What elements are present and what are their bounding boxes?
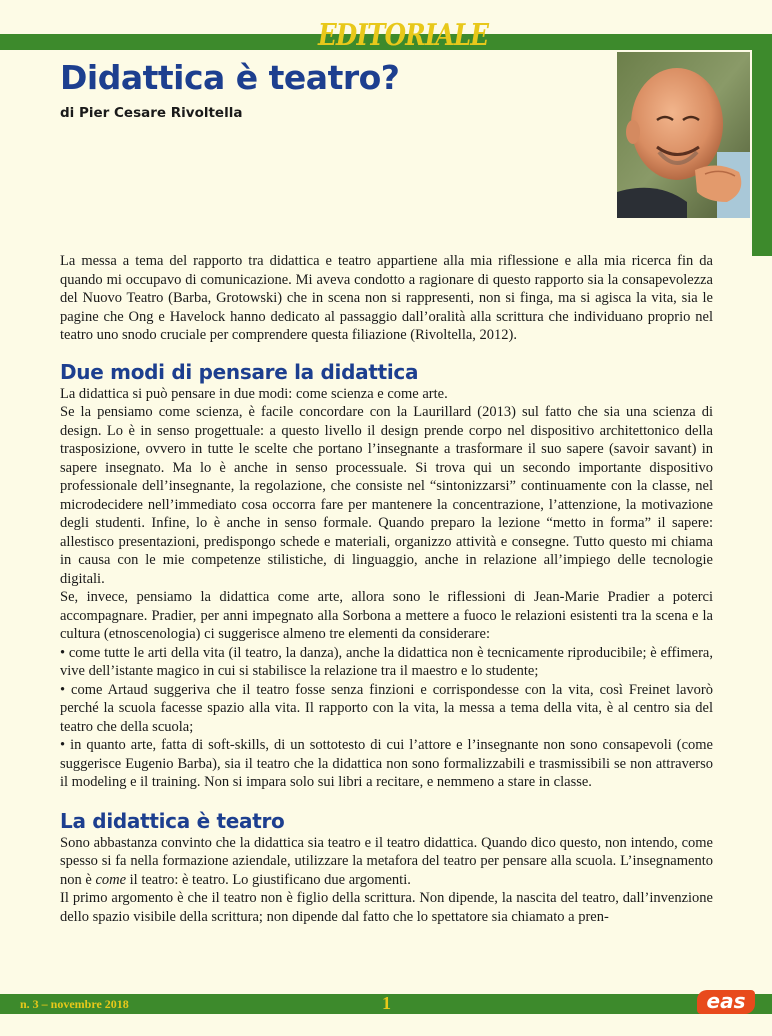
side-band [752, 34, 772, 256]
article-body [60, 252, 713, 926]
paragraph: Se la pensiamo come scienza, è facile concordare con la Laurillard (2013) sul fatto che sia una scienza di design. Lo è in senso progettuale: a questo livello il design prende corpo nel dispositivo architettonico della trasposizione, ovvero in tutte le scelte che portano l’insegnante a trasformare il suo sapere (savoir savant) in sapere insegnato. Ma lo è anche in senso processuale. Si trova qui un secondo importante dispositivo professionale dell’insegnante, la regolazione, che consiste nel “sintonizzarsi” continuamente con la classe, nel microdecidere nell’immediato cosa occorra fare per mantenere la concentrazione, l’attenzione, la motivazione degli studenti. Infine, lo è anche in senso formale. Quando preparo la lezione “metto in forma” il sapere: allestisco presentazioni, predispongo schede e materiali, organizzo attività e consegne. Tutto questo mi chiama in causa con le mie competenze stilistiche, di linguaggio, anche in relazione all’impiego delle tecnologie digitali. [60, 404, 713, 587]
paragraph-text: il teatro: è teatro. Lo giustificano due argomenti. [126, 871, 411, 888]
issue-label: n. 3 – novembre 2018 [20, 997, 129, 1011]
paragraph: La didattica si può pensare in due modi: come scienza e come arte. [60, 385, 448, 402]
section-heading-two-ways: Due modi di pensare la didattica [60, 359, 419, 384]
italic-word: come [95, 871, 127, 888]
author-byline: di Pier Cesare Rivoltella [60, 105, 243, 121]
bullet-item: • come Artaud suggeriva che il teatro fosse senza finzioni e corrispondesse con la vita, così Freinet lavorò perché la scuola facesse spazio alla vita. Il rapporto con la vita, la messa a tema della vita, è al centro sia del teatro che della scuola; [60, 681, 713, 735]
page-number: 1 [382, 993, 391, 1013]
paragraph-text: Sono abbastanza convinto che la didattica sia teatro e il teatro didattica. Quando dico questo, non intendo, come spesso si fa nella formazione aziendale, utilizzare la metafora del teatro per pensare alla scuola. L’insegnamento non è [60, 834, 713, 888]
section-label: EDITORIALE [318, 18, 489, 53]
intro-paragraph: La messa a tema del rapporto tra didattica e teatro appartiene alla mia riflessione e alla mia ricerca fin da quando mi occupavo di comunicazione. Mi aveva condotto a ragionare di questo rapporto sia la consapevolezza del Nuovo Teatro (Barba, Grotowski) che in scena non si rappresenti, non si finga, ma si agisca la vita, sia le pagine che Ong e Havelock hanno dedicato al passaggio dall’oralità alla scrittura che individuano proprio nel teatro uno snodo cruciale per comprendere questa filiazione (Rivoltella, 2012). [60, 253, 713, 343]
bullet-item: • in quanto arte, fatta di soft-skills, di un sottotesto di cui l’attore e l’insegnante non sono consapevoli (come suggerisce Eugenio Barba), sia il teatro che la didattica non sono formalizzabili e trasmissibili se non attraverso il modeling e il training. Non si impara solo sui libri a recitare, e nemmeno a stare in classe. [60, 737, 713, 790]
paragraph: Se, invece, pensiamo la didattica come arte, allora sono le riflessioni di Jean-Marie Pradier a poterci accompagnare. Pradier, per anni impegnato alla Sorbona a mettere a fuoco le relazioni esistenti tra la scena e la cultura (etnoscenologia) ci suggerisce almeno tre elementi da considerare: [60, 589, 713, 642]
bullet-item: • come tutte le arti della vita (il teatro, la danza), anche la didattica non è tecnicamente riproducibile; è effimera, vive dell’istante magico in cui si stabilisce la relazione tra il maestro e lo studente; [60, 644, 713, 679]
article-title: Didattica è teatro? [60, 58, 400, 97]
author-portrait-illustration [617, 52, 750, 218]
paragraph: Il primo argomento è che il teatro non è figlio della scrittura. Non dipende, la nascita del teatro, dall’invenzione dello spazio visibile della scrittura; non dipende dal fatto che lo spettatore sia chiamato a pren- [60, 890, 713, 925]
author-photo [617, 52, 750, 218]
eas-logo: eas [697, 990, 755, 1014]
section-heading-didactics-is-theatre: La didattica è teatro [60, 808, 285, 833]
paragraph [60, 834, 713, 890]
